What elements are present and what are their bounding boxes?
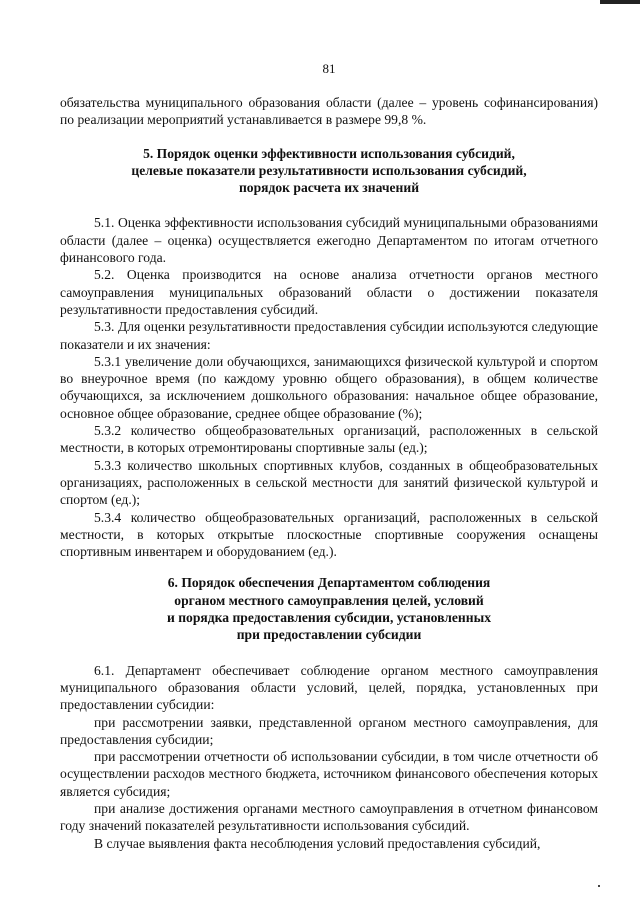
paragraph-5-3-3: 5.3.3 количество школьных спортивных клубов, созданных в общеобразовательных организациях, расположенных в сельской местности для занятий физической культурой и спортом (ед.); (60, 457, 598, 508)
section-6-heading-line: 6. Порядок обеспечения Департаментом соблюдения (167, 575, 491, 591)
paragraph-6-1: 6.1. Департамент обеспечивает соблюдение органом местного самоуправления муниципального образования области условий, целей, порядка, установленных при предоставлении субсидии: (60, 662, 598, 713)
document-body (60, 94, 598, 852)
scan-dot-mark (598, 885, 600, 887)
section-6-heading-line: и порядка предоставления субсидии, установленных (166, 610, 492, 626)
section-5-heading-line: 5. Порядок оценки эффективности использования субсидий, (143, 145, 515, 161)
paragraph-5-3-4: 5.3.4 количество общеобразовательных организаций, расположенных в сельской местности, в которых открытые плоскостные спортивные сооружения оснащены спортивным инвентарем и оборудованием (ед.). (60, 509, 598, 560)
section-5-heading-line: целевые показатели результативности использования субсидий, (131, 162, 527, 178)
paragraph-6-violation-case: В случае выявления факта несоблюдения условий предоставления субсидий, (94, 835, 541, 851)
paragraph-5-2: 5.2. Оценка производится на основе анализа отчетности органов местного самоуправления муниципальных образований области о достижении показателя результативности предоставления субсидий. (60, 267, 598, 317)
paragraph-5-3-2: 5.3.2 количество общеобразовательных организаций, расположенных в сельской местности, в которых отремонтированы спортивные залы (ед.); (60, 423, 598, 456)
paragraph-6-report-review: при рассмотрении отчетности об использовании субсидии, в том числе отчетности об осуществлении расходов местного бюджета, источником финансового обеспечения которых является субсидия; (60, 749, 598, 799)
paragraph-5-3: 5.3. Для оценки результативности предоставления субсидии используются следующие показатели и их значения: (60, 319, 598, 352)
section-5-heading (60, 145, 598, 197)
paragraph-6-application-review: при рассмотрении заявки, представленной органом местного самоуправления, для предоставления субсидии; (60, 714, 598, 747)
scan-edge-mark (600, 0, 640, 4)
intro-paragraph: обязательства муниципального образования области (далее – уровень софинансирования) по реализации мероприятий устанавливается в размере 99,8 %. (60, 95, 598, 128)
paragraph-6-indicator-analysis: при анализе достижения органами местного самоуправления в отчетном финансовом году значений показателей результативности использования субсидий. (60, 800, 598, 834)
paragraph-5-3-1: 5.3.1 увеличение доли обучающихся, занимающихся физической культурой и спортом во внеурочное время (по каждому уровню общего образования), в общем количестве обучающихся, за исключением дошкольного образования: начальное общее образование, основное общее образование, среднее общее образование (%); (60, 353, 598, 421)
document-page (60, 0, 598, 905)
section-6-heading-line: органом местного самоуправления целей, условий (174, 592, 484, 608)
section-6-heading-line: при предоставлении субсидии (236, 627, 422, 643)
section-5-heading-line: порядок расчета их значений (238, 180, 420, 196)
paragraph-5-1: 5.1. Оценка эффективности использования субсидий муниципальными образованиями области (далее – оценка) осуществляется ежегодно Департаментом по итогам отчетного финансового года. (60, 215, 598, 266)
section-6-heading (60, 574, 598, 643)
page-number: 81 (322, 61, 336, 76)
